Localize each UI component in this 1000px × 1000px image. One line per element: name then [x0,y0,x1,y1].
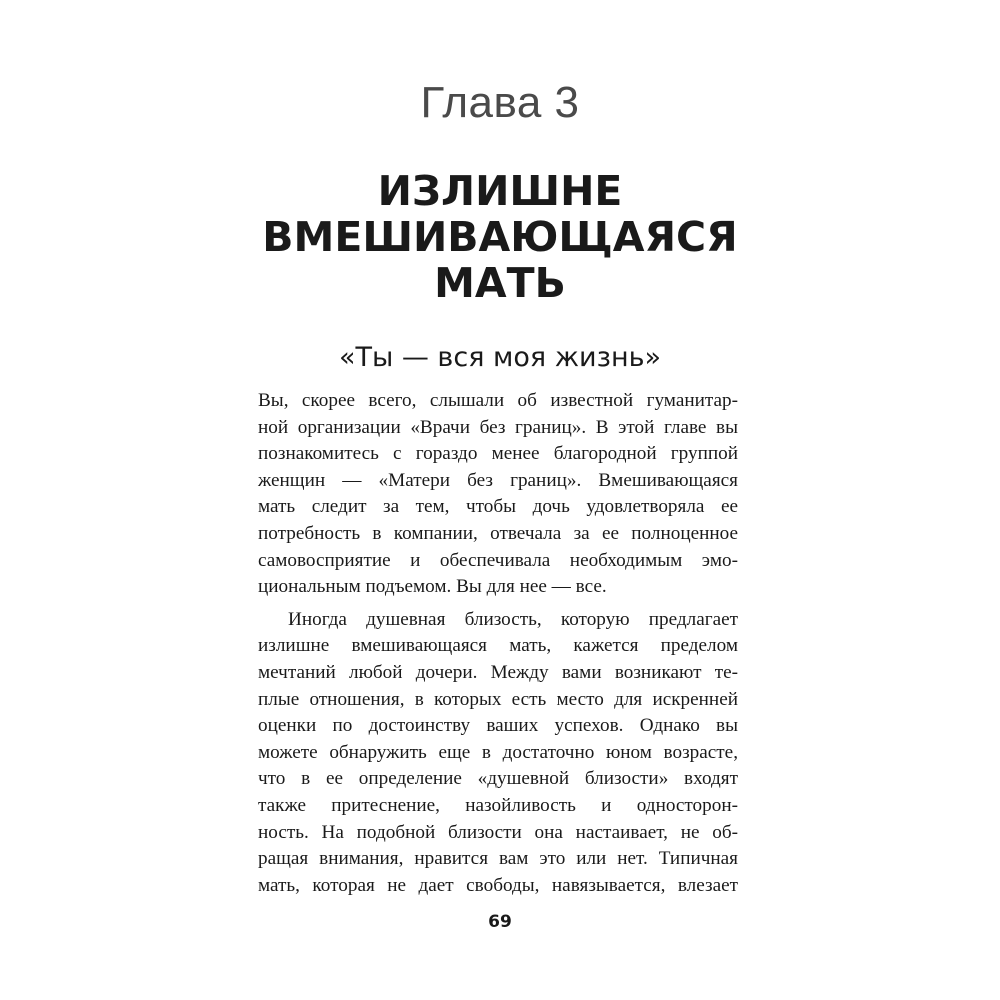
text-line: потребность в компании, отвечала за ее полноценное [258,522,738,544]
chapter-title-line: ИЗЛИШНЕ [377,167,623,215]
text-line: мать, которая не дает свободы, навязывается, влезает [258,874,738,896]
text-line: оценки по достоинству ваших успехов. Однако вы [258,715,738,737]
text-line: можете обнаружить еще в достаточно юном возрасте, [258,741,738,763]
chapter-title-line: ВМЕШИВАЮЩАЯСЯ [262,213,738,261]
text-line: Вы, скорее всего, слышали об известной гуманитар- [258,390,738,411]
chapter-label: Глава 3 [420,78,580,127]
chapter-title [0,168,1000,306]
chapter-title-line: МАТЬ [434,259,566,307]
text-line: самовосприятие и обеспечивала необходимым эмо- [258,549,738,571]
text-line: также притеснение, назойливость и односторон- [258,794,738,816]
section-title: «Ты — вся моя жизнь» [338,342,662,373]
text-line: Иногда душевная близость, которую предлагает [288,608,738,630]
text-line: женщин — «Матери без границ». Вмешивающаяся [258,469,738,491]
text-line: что в ее определение «душевной близости» входят [258,768,738,790]
page-number: 69 [488,912,512,932]
text-line: ной организации «Врачи без границ». В этой главе вы [258,416,738,438]
text-line: познакомитесь с гораздо менее благородной группой [258,443,738,465]
text-line: ность. На подобной близости она настаивает, не об- [258,821,738,843]
text-line: излишне вмешивающаяся мать, кажется пределом [258,635,738,657]
paragraph [258,388,738,601]
text-line: плые отношения, в которых есть место для искренней [258,688,738,710]
body-text [258,388,738,899]
text-line: мечтаний любой дочери. Между вами возникают те- [258,661,738,683]
text-line: ращая внимания, нравится вам это или нет. Типичная [258,848,738,870]
paragraph [258,607,738,900]
text-line: циональным подъемом. Вы для нее — все. [258,576,607,598]
text-line: мать следит за тем, чтобы дочь удовлетворяла ее [258,496,738,518]
